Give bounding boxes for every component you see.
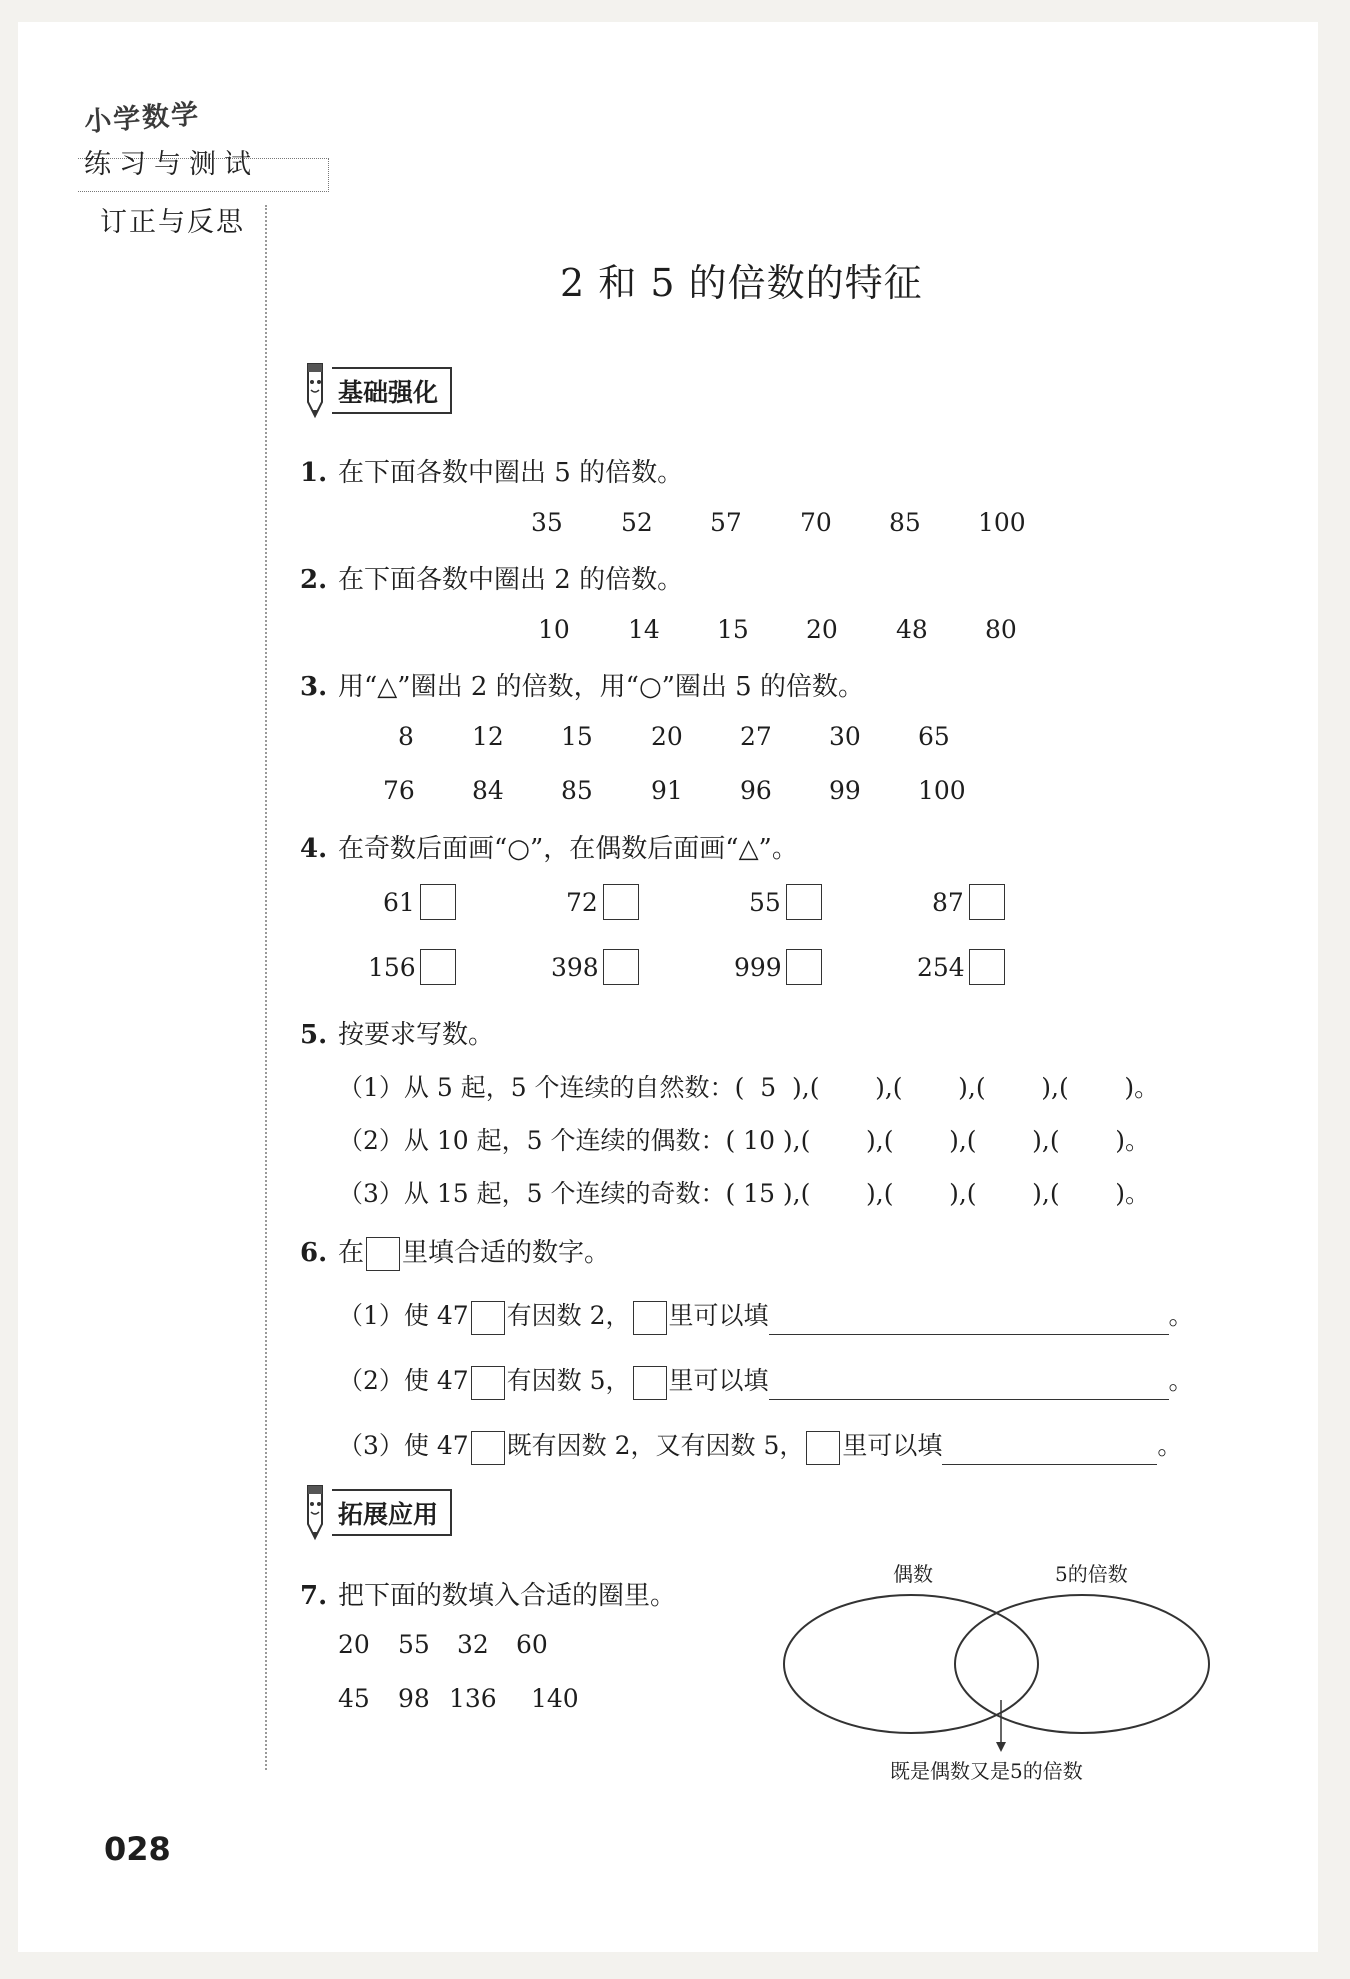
question-text: 在奇数后面画“○”，在偶数后面画“△”。: [338, 834, 798, 864]
question-1: [300, 452, 683, 489]
q2-number: 80: [985, 615, 1017, 644]
q7-number: 32: [457, 1630, 489, 1659]
q5-item: [338, 1121, 1150, 1157]
q7-number: 140: [531, 1684, 579, 1713]
answer-box[interactable]: [603, 949, 639, 985]
digit-box[interactable]: [471, 1301, 505, 1335]
question-number: 5.: [300, 1020, 328, 1050]
q3-number: 85: [561, 776, 593, 805]
q7-number: 45: [338, 1684, 370, 1713]
q6-item-period: 。: [1157, 1431, 1183, 1460]
q5-item: [338, 1068, 1159, 1104]
q4-number: 55: [749, 888, 781, 917]
question-7: [300, 1575, 676, 1612]
q7-number: 98: [398, 1684, 430, 1713]
venn-circle-multiple-of-5[interactable]: [955, 1595, 1209, 1733]
answer-box[interactable]: [420, 884, 456, 920]
answer-box[interactable]: [969, 949, 1005, 985]
section-basic-label: 基础强化: [332, 367, 452, 414]
q5-item-prefix: （1）从 5 起，5 个连续的自然数：: [338, 1073, 735, 1102]
q6-item-period: 。: [1168, 1366, 1194, 1395]
q6-item: [338, 1296, 1194, 1335]
question-number: 4.: [300, 834, 328, 864]
q3-number: 30: [829, 722, 861, 751]
page-number: 028: [104, 1830, 171, 1868]
venn-label-intersection: 既是偶数又是5的倍数: [890, 1759, 1083, 1783]
arrow-down-icon: [996, 1742, 1006, 1752]
question-number: 6.: [300, 1238, 328, 1268]
question-text: 在下面各数中圈出 5 的倍数。: [338, 458, 684, 488]
q3-number: 65: [918, 722, 950, 751]
venn-circle-even[interactable]: [784, 1595, 1038, 1733]
answer-paren: ( 5 ),( ),( ),( ),( )。: [734, 1073, 1160, 1102]
digit-box[interactable]: [471, 1431, 505, 1465]
answer-box[interactable]: [786, 884, 822, 920]
answer-box[interactable]: [786, 949, 822, 985]
q3-number: 91: [651, 776, 683, 805]
question-number: 1.: [300, 458, 328, 488]
question-number: 2.: [300, 565, 328, 595]
q7-number: 60: [516, 1630, 548, 1659]
q3-number: 100: [918, 776, 966, 805]
digit-box[interactable]: [633, 1366, 667, 1400]
q3-number: 76: [383, 776, 415, 805]
brand-subtitle: 练习与测试: [84, 149, 259, 180]
venn-label-even: 偶数: [893, 1562, 933, 1586]
question-2: [300, 559, 683, 596]
question-6: [300, 1232, 610, 1271]
q6-item-end: 里可以填: [842, 1431, 943, 1460]
q6-item-mid: 有因数 5，: [506, 1366, 631, 1395]
question-4: [300, 828, 798, 865]
q4-number: 398: [551, 953, 599, 982]
q4-number: 156: [368, 953, 416, 982]
given-value: 15: [743, 1179, 775, 1208]
question-text: 按要求写数。: [338, 1020, 495, 1050]
given-value: 10: [743, 1126, 775, 1155]
section-basic: [300, 360, 452, 420]
q6-item-end: 里可以填: [668, 1366, 769, 1395]
question-text-after: 里填合适的数字。: [402, 1238, 611, 1268]
pencil-icon: [300, 360, 330, 420]
answer-box[interactable]: [420, 949, 456, 985]
answer-box[interactable]: [603, 884, 639, 920]
q6-item-period: 。: [1168, 1301, 1194, 1330]
q3-number: 15: [561, 722, 593, 751]
q4-number: 254: [917, 953, 965, 982]
brand-title: 小学数学: [83, 98, 202, 139]
q3-number: 20: [651, 722, 683, 751]
q1-number: 52: [621, 508, 653, 537]
answer-box[interactable]: [969, 884, 1005, 920]
q2-number: 48: [896, 615, 928, 644]
q2-number: 10: [538, 615, 570, 644]
digit-box[interactable]: [471, 1366, 505, 1400]
q5-item-prefix: （3）从 15 起，5 个连续的奇数：: [338, 1179, 726, 1208]
page-title: 2 和 5 的倍数的特征: [560, 261, 923, 305]
q3-number: 12: [472, 722, 504, 751]
margin-divider: [265, 205, 267, 1770]
question-text-before: 在: [338, 1238, 365, 1268]
answer-paren: ( 10 ),( ),( ),( ),( )。: [725, 1126, 1151, 1155]
venn-diagram: [780, 1590, 1220, 1765]
q3-number: 99: [829, 776, 861, 805]
q1-number: 57: [710, 508, 742, 537]
digit-box[interactable]: [806, 1431, 840, 1465]
q1-number: 70: [800, 508, 832, 537]
pencil-icon: [300, 1482, 330, 1542]
question-number: 3.: [300, 672, 328, 702]
correction-column-label: 订正与反思: [100, 207, 245, 238]
section-extend-label: 拓展应用: [332, 1489, 452, 1536]
section-extend: [300, 1482, 452, 1542]
question-3: [300, 666, 864, 703]
answer-paren: ( 15 ),( ),( ),( ),( )。: [725, 1179, 1151, 1208]
q4-number: 87: [932, 888, 964, 917]
question-text: 把下面的数填入合适的圈里。: [338, 1581, 677, 1611]
q6-item-mid: 既有因数 2，又有因数 5，: [506, 1431, 805, 1460]
q4-number: 61: [383, 888, 415, 917]
q4-number: 72: [566, 888, 598, 917]
question-text: 在下面各数中圈出 2 的倍数。: [338, 565, 684, 595]
q1-number: 35: [531, 508, 563, 537]
q4-number: 999: [734, 953, 782, 982]
q2-number: 20: [806, 615, 838, 644]
q7-number: 20: [338, 1630, 370, 1659]
q5-item-prefix: （2）从 10 起，5 个连续的偶数：: [338, 1126, 726, 1155]
q3-number: 84: [472, 776, 504, 805]
answer-line[interactable]: [942, 1436, 1157, 1465]
given-value: 5: [760, 1073, 777, 1102]
q1-number: 85: [889, 508, 921, 537]
q2-number: 15: [717, 615, 749, 644]
q6-item-label: （1）使 47: [338, 1301, 469, 1330]
q6-item-label: （2）使 47: [338, 1366, 469, 1395]
q2-number: 14: [628, 615, 660, 644]
answer-line[interactable]: [769, 1306, 1169, 1335]
q7-number: 55: [398, 1630, 430, 1659]
q3-number: 96: [740, 776, 772, 805]
question-text: 用“△”圈出 2 的倍数，用“○”圈出 5 的倍数。: [338, 672, 864, 702]
digit-box[interactable]: [633, 1301, 667, 1335]
q3-number: 27: [740, 722, 772, 751]
answer-line[interactable]: [769, 1371, 1169, 1400]
q1-number: 100: [978, 508, 1026, 537]
q6-item-mid: 有因数 2，: [506, 1301, 631, 1330]
q5-item: [338, 1174, 1150, 1210]
example-box: [366, 1237, 400, 1271]
q6-item: [338, 1361, 1194, 1400]
question-5: [300, 1014, 494, 1051]
venn-label-multiple-of-5: 5的倍数: [1055, 1562, 1128, 1586]
q7-number: 136: [449, 1684, 497, 1713]
q6-item-label: （3）使 47: [338, 1431, 469, 1460]
question-number: 7.: [300, 1581, 328, 1611]
q6-item: [338, 1426, 1182, 1465]
q3-number: 8: [398, 722, 414, 751]
q6-item-end: 里可以填: [668, 1301, 769, 1330]
